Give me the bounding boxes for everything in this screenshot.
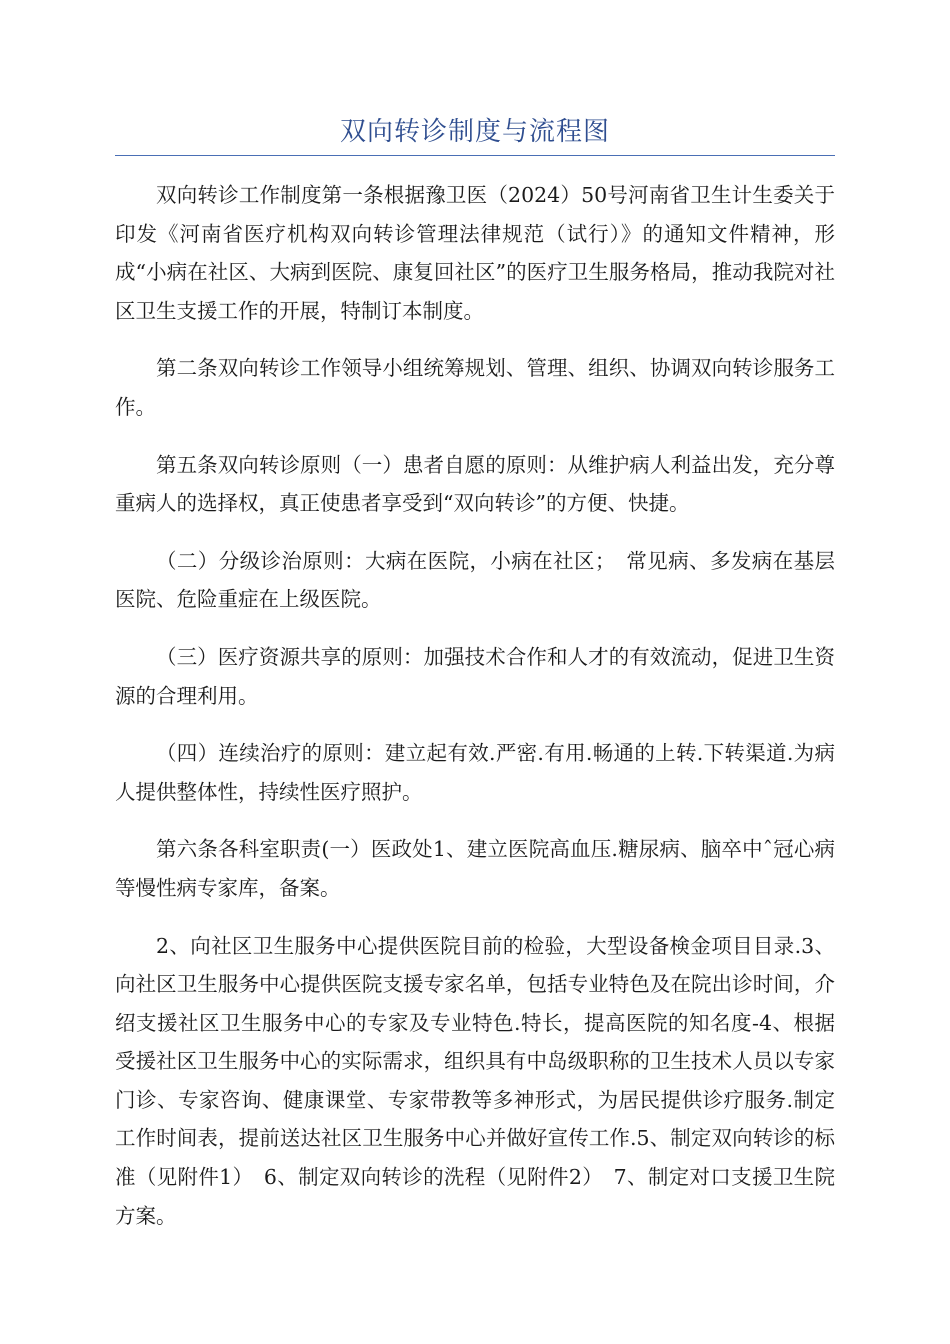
paragraph-article-2: 第二条双向转诊工作领导小组统筹规划、管理、组织、协调双向转诊服务工作。 [115,356,835,419]
paragraph-article-1: 双向转诊工作制度第一条根据豫卫医（2024）50号河南省卫生计生委关于印发《河南省医疗机构双向转诊管理法律规范（试行）》的通知文件精神，形成“小病在社区、大病到医院、康复回社区”的医疗卫生服务格局，推动我院对社区卫生支援工作的开展，特制订本制度。 [115,183,835,323]
paragraph-article-5-principle-1: 第五条双向转诊原则（一）患者自愿的原则：从维护病人利益出发，充分尊重病人的选择权，真正使患者享受到“双向转诊”的方便、快捷。 [115,452,835,516]
paragraph-article-6: 第六条各科室职责(一）医政处1、建立医院高血压.糖尿病、脑卒中ˆ冠心病等慢性病专家库，备案。 [115,837,835,900]
document-title: 双向转诊制度与流程图 [339,117,610,147]
paragraph-principle-4: （四）连续治疗的原则：建立起有效.严密.有用.畅通的上转.下转渠道.为病人提供整体性，持续性医疗照护。 [115,741,835,804]
title-underline [115,155,835,156]
paragraph-principle-3: （三）医疗资源共享的原则：加强技术合作和人才的有效流动，促进卫生资源的合理利用。 [115,644,835,708]
document-body [115,176,835,1254]
paragraph-duties-list: 2、向社区卫生服务中心提供医院目前的检验，大型设备検金项目目录.3、向社区卫生服务中心提供医院支援专家名单，包括专业特色及在院出诊时间，介绍支援社区卫生服务中心的专家及专业特色.特长，提高医院的知名度-4、根据受援社区卫生服务中心的实际需求，组织具有中岛级职称的卫生技术人员以专家门诊、专家咨询、健康课堂、专家带教等多神形式，为居民提供诊疗服务.制定工作时间表，提前送达社区卫生服务中心并做好宣传工作.5、制定双向转诊的标准（见附件1） 6、制定双向转诊的洗程（见附件2） 7、制定对口支援卫生院方案。 [115,933,835,1228]
paragraph-principle-2: （二）分级诊治原则：大病在医院，小病在社区； 常见病、多发病在基层医院、危险重症在上级医院。 [115,548,835,612]
